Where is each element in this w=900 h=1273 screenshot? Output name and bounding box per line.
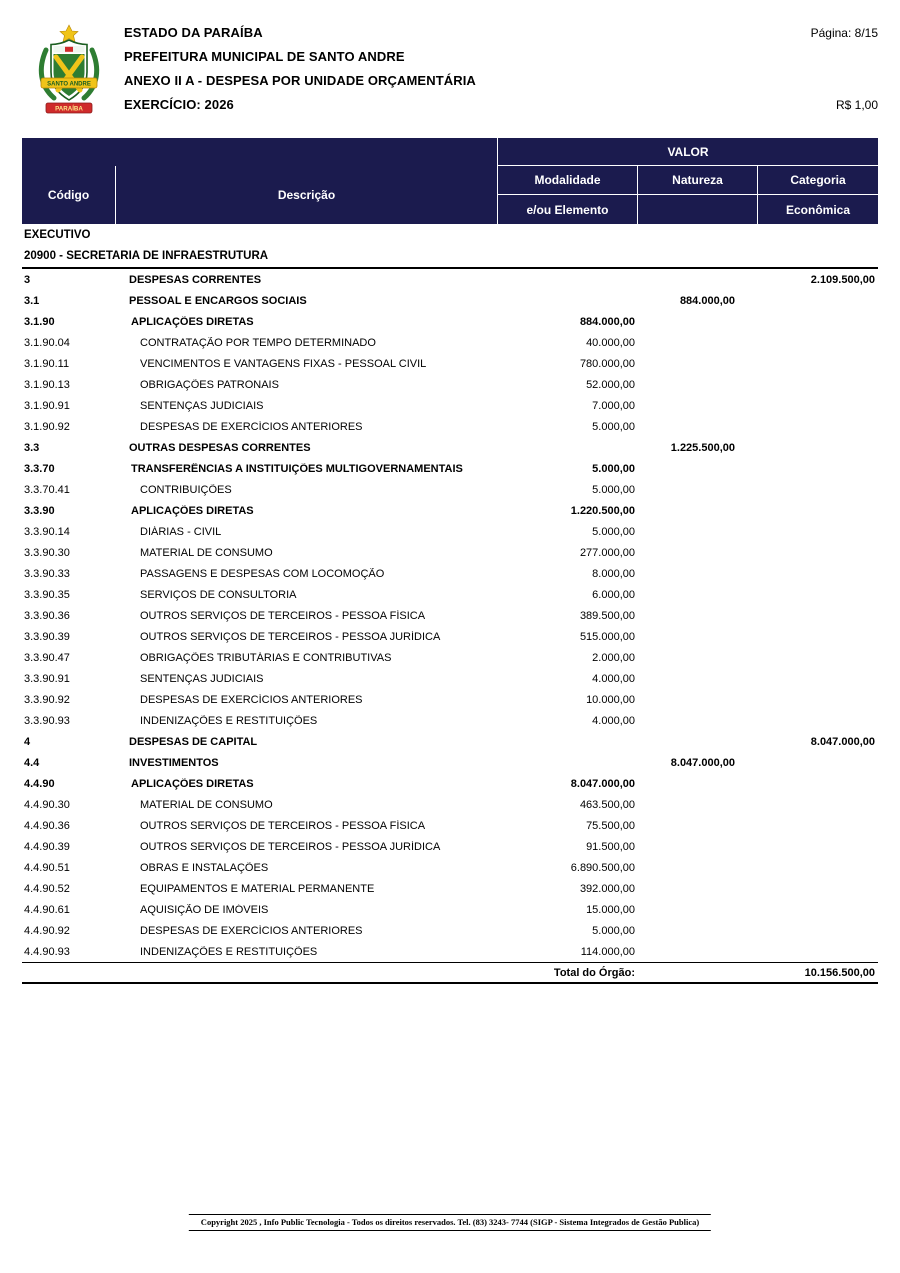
modalidade-value-cell: 5.000,00 [592,924,635,937]
code-cell: 3.3.70.41 [24,483,70,496]
section-row-executivo: EXECUTIVO [24,229,91,241]
modalidade-value-cell: 91.500,00 [586,840,635,853]
description-cell: DESPESAS DE EXERCÍCIOS ANTERIORES [140,420,363,433]
table-row [22,353,878,374]
table-row [22,941,878,962]
table-row [22,605,878,626]
total-row [22,962,878,984]
description-cell: OBRIGAÇÕES PATRONAIS [140,378,279,391]
code-cell: 3.3.90.47 [24,651,70,664]
code-cell: 3.1.90.92 [24,420,70,433]
code-cell: 3.3.90.30 [24,546,70,559]
table-row [22,311,878,332]
table-row [22,290,878,311]
modalidade-value-cell: 7.000,00 [592,399,635,412]
description-cell: OUTROS SERVIÇOS DE TERCEIROS - PESSOA JURÍDICA [140,630,441,643]
code-cell: 3.3.90 [24,504,55,517]
modalidade-value-cell: 52.000,00 [586,378,635,391]
description-cell: APLICAÇÕES DIRETAS [131,777,254,790]
table-row [22,857,878,878]
code-cell: 3.1.90.13 [24,378,70,391]
description-cell: OBRIGAÇÕES TRIBUTÁRIAS E CONTRIBUTIVAS [140,651,392,664]
table-row [22,479,878,500]
description-cell: OUTROS SERVIÇOS DE TERCEIROS - PESSOA FÍSICA [140,609,426,622]
code-cell: 3.1.90.11 [24,357,70,370]
table-row [22,794,878,815]
code-cell: 3.1.90.91 [24,399,70,412]
total-value: 10.156.500,00 [804,966,875,979]
code-cell: 4.4.90.61 [24,903,70,916]
code-cell: 4.4 [24,756,40,769]
table-row [22,584,878,605]
table-row [22,815,878,836]
description-cell: DIÁRIAS - CIVIL [140,525,222,538]
description-cell: DESPESAS CORRENTES [129,273,262,286]
code-cell: 4 [24,735,31,748]
table-row [22,920,878,941]
table-row [22,668,878,689]
table-body [22,224,878,984]
table-row [22,752,878,773]
description-cell: APLICAÇÕES DIRETAS [131,315,254,328]
description-cell: SENTENÇAS JUDICIAIS [140,672,264,685]
table-row [22,437,878,458]
description-cell: OBRAS E INSTALAÇÕES [140,861,269,874]
description-cell: OUTROS SERVIÇOS DE TERCEIROS - PESSOA FÍSICA [140,819,426,832]
column-header-codigo: Código [47,188,90,202]
column-header-descricao: Descrição [115,166,497,224]
header-meta [811,24,878,112]
table-row [22,647,878,668]
code-cell: 4.4.90.30 [24,798,70,811]
logo-banner-top-text: SANTO ANDRE [47,81,91,88]
code-cell: 4.4.90.92 [24,924,70,937]
description-cell: AQUISIÇÃO DE IMÓVEIS [140,903,269,916]
report-title: ANEXO II A - DESPESA POR UNIDADE ORÇAMENTÁRIA [124,73,476,88]
description-cell: CONTRIBUIÇÕES [140,483,232,496]
code-cell: 3.1.90.04 [24,336,70,349]
table-row [22,374,878,395]
section-row-unidade: 20900 - SECRETARIA DE INFRAESTRUTURA [22,245,878,270]
column-header-categoria: Categoria [757,166,878,195]
column-header-valor: VALOR [497,138,878,166]
table-row [22,689,878,710]
table-row [22,500,878,521]
description-cell: INDENIZAÇÕES E RESTITUIÇÕES [140,714,318,727]
modalidade-value-cell: 10.000,00 [586,693,635,706]
table-row [22,836,878,857]
table-header [22,138,878,224]
description-cell: INVESTIMENTOS [129,756,219,769]
categoria-value-cell: 2.109.500,00 [810,273,875,286]
code-cell: 4.4.90.52 [24,882,70,895]
modalidade-value-cell: 15.000,00 [586,903,635,916]
table-row [22,773,878,794]
modalidade-value-cell: 277.000,00 [579,546,635,559]
description-cell: OUTROS SERVIÇOS DE TERCEIROS - PESSOA JURÍDICA [140,840,441,853]
modalidade-value-cell: 5.000,00 [592,483,635,496]
categoria-value-cell: 8.047.000,00 [810,735,875,748]
report-header [0,0,900,132]
column-header-natureza-sub [637,195,757,224]
code-cell: 3.3.90.35 [24,588,70,601]
modalidade-value-cell: 114.000,00 [580,945,635,958]
modalidade-value-cell: 389.500,00 [579,609,635,622]
page-number: Página: 8/15 [810,26,878,40]
table-row [22,416,878,437]
code-cell: 3.3.90.14 [24,525,70,538]
modalidade-value-cell: 5.000,00 [592,462,635,475]
table-row [22,563,878,584]
code-cell: 3.3 [24,441,40,454]
modalidade-value-cell: 6.000,00 [592,588,635,601]
description-cell: APLICAÇÕES DIRETAS [131,504,254,517]
code-cell: 3.3.90.91 [24,672,70,685]
column-header-categoria-sub: Econômica [757,195,878,224]
natureza-value-cell: 884.000,00 [679,294,735,307]
table-row [22,878,878,899]
table-row [22,395,878,416]
table-header-blank [22,138,497,166]
state-title: ESTADO DA PARAÍBA [124,25,263,40]
description-cell: CONTRATAÇÃO POR TEMPO DETERMINADO [140,336,376,349]
table-row [22,626,878,647]
description-cell: DESPESAS DE EXERCÍCIOS ANTERIORES [140,924,363,937]
modalidade-value-cell: 4.000,00 [592,714,635,727]
column-header-natureza: Natureza [637,166,757,195]
code-cell: 3.1 [24,294,40,307]
table-row [22,458,878,479]
table-row [22,899,878,920]
table-row [22,731,878,752]
description-cell: MATERIAL DE CONSUMO [140,798,273,811]
modalidade-value-cell: 8.000,00 [592,567,635,580]
description-cell: MATERIAL DE CONSUMO [140,546,273,559]
code-cell: 4.4.90.39 [24,840,70,853]
description-cell: OUTRAS DESPESAS CORRENTES [129,441,311,454]
table-row [22,521,878,542]
modalidade-value-cell: 780.000,00 [579,357,635,370]
column-header-modalidade-sub: e/ou Elemento [497,195,637,224]
natureza-value-cell: 8.047.000,00 [670,756,735,769]
municipality-title: PREFEITURA MUNICIPAL DE SANTO ANDRE [124,49,405,64]
modalidade-value-cell: 463.500,00 [579,798,635,811]
description-cell: PESSOAL E ENCARGOS SOCIAIS [129,294,307,307]
code-cell: 3.3.90.33 [24,567,70,580]
description-cell: VENCIMENTOS E VANTAGENS FIXAS - PESSOAL CIVIL [140,357,427,370]
modalidade-value-cell: 8.047.000,00 [570,777,635,790]
code-cell: 4.4.90 [24,777,55,790]
copyright-text: Copyright 2025 , Info Public Tecnologia - Todos os direitos reservados. Tel. (83) 3243- 7744 (SIGP - Sistema Integrados de Gestão Publica) [200,1217,700,1227]
code-cell: 3.3.90.93 [24,714,70,727]
description-cell: SENTENÇAS JUDICIAIS [140,399,264,412]
table-row [22,710,878,731]
modalidade-value-cell: 884.000,00 [579,315,635,328]
logo-banner-bottom-text: PARAÍBA [55,105,83,113]
description-cell: DESPESAS DE EXERCÍCIOS ANTERIORES [140,693,363,706]
description-cell: SERVIÇOS DE CONSULTORIA [140,588,297,601]
table-row [22,542,878,563]
modalidade-value-cell: 6.890.500,00 [570,861,635,874]
description-cell: PASSAGENS E DESPESAS COM LOCOMOÇÃO [140,567,385,580]
modalidade-value-cell: 392.000,00 [579,882,635,895]
modalidade-value-cell: 5.000,00 [592,420,635,433]
modalidade-value-cell: 515.000,00 [579,630,635,643]
modalidade-value-cell: 2.000,00 [592,651,635,664]
municipality-coat-of-arms-logo [34,24,104,121]
modalidade-value-cell: 4.000,00 [592,672,635,685]
modalidade-value-cell: 40.000,00 [586,336,635,349]
code-cell: 4.4.90.36 [24,819,70,832]
coat-of-arms-icon [34,24,104,116]
title-block [124,24,811,122]
code-cell: 3.1.90 [24,315,55,328]
description-cell: EQUIPAMENTOS E MATERIAL PERMANENTE [140,882,375,895]
table-row [22,269,878,290]
code-cell: 3.3.90.92 [24,693,70,706]
code-cell: 3.3.70 [24,462,55,475]
code-cell: 3.3.90.36 [24,609,70,622]
total-label: Total do Órgão: [553,966,635,979]
modalidade-value-cell: 1.220.500,00 [570,504,635,517]
description-cell: DESPESAS DE CAPITAL [129,735,258,748]
exercise-year: EXERCÍCIO: 2026 [124,97,234,112]
description-cell: INDENIZAÇÕES E RESTITUIÇÕES [140,945,318,958]
code-cell: 3.3.90.39 [24,630,70,643]
code-cell: 4.4.90.51 [24,861,70,874]
modalidade-value-cell: 75.500,00 [586,819,635,832]
code-cell: 4.4.90.93 [24,945,70,958]
currency-note: R$ 1,00 [835,98,878,112]
table-row [22,332,878,353]
description-cell: TRANSFERÊNCIAS A INSTITUIÇÕES MULTIGOVERNAMENTAIS [131,462,463,475]
modalidade-value-cell: 5.000,00 [592,525,635,538]
copyright-footer [189,1214,711,1231]
column-header-modalidade: Modalidade [497,166,637,195]
rows-container [22,269,878,962]
natureza-value-cell: 1.225.500,00 [670,441,735,454]
code-cell: 3 [24,273,31,286]
